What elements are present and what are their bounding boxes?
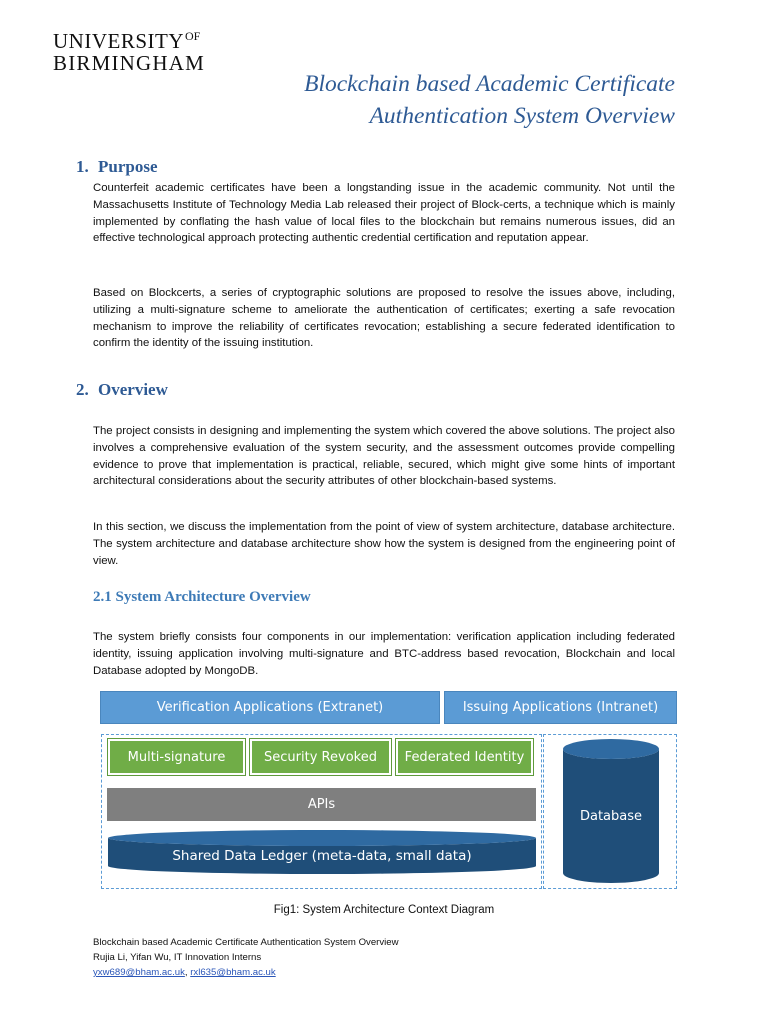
footer-emails [93, 965, 399, 980]
footer [93, 935, 399, 980]
logo-line1: UNIVERSITY [53, 29, 184, 53]
verification-applications-box: Verification Applications (Extranet) [100, 691, 440, 724]
purpose-heading [76, 157, 158, 177]
logo-of: OF [185, 29, 201, 43]
purpose-number: 1. [76, 157, 89, 176]
security-revoked-box: Security Revoked [250, 739, 391, 775]
overview-heading [76, 380, 168, 400]
title-line2: Authentication System Overview [369, 103, 675, 129]
purpose-heading-text: Purpose [98, 157, 158, 176]
logo-line2: BIRMINGHAM [53, 51, 206, 75]
email-link-2[interactable]: rxl635@bham.ac.uk [190, 967, 276, 978]
shared-ledger-label: Shared Data Ledger (meta-data, small data) [172, 848, 472, 864]
overview-paragraph-1: The project consists in designing and implementing the system which covered the above solutions. The project also involves a comprehensive evaluation of the system security, and the assessment outcomes provide compelling evidence to prove that implementation is practical, reliable, secured, which might give some hints of important architectural considerations about the security attributes of other blockchain-based systems. [93, 425, 675, 488]
architecture-paragraph: The system briefly consists four components in our implementation: verification application including federated identity, issuing application involving multi-signature and BTC-address based revocation, Blockchain and local Database adopted by MongoDB. [93, 631, 675, 677]
purpose-paragraph-1: Counterfeit academic certificates have been a longstanding issue in the academic community. Not until the Massachusetts Institute of Technology Media Lab released their project of Block-certs, a technique which is mainly implemented by conflating the hash value of local files to the blockchain but remains numerous issues, did an effective technological approach protecting authentic credential certification and reputation appear. [93, 182, 675, 245]
figure-caption: Fig1: System Architecture Context Diagram [273, 904, 495, 916]
title-line1: Blockchain based Academic Certificate [304, 71, 675, 97]
overview-paragraph-2: In this section, we discuss the implementation from the point of view of system architecture, database architecture. The system architecture and database architecture show how the system is designed from the engineering point of view. [93, 521, 675, 567]
issuing-applications-box: Issuing Applications (Intranet) [444, 691, 677, 724]
email-separator: , [184, 967, 191, 978]
footer-authors: Rujia Li, Yifan Wu, IT Innovation Interns [93, 952, 262, 963]
purpose-paragraph-2: Based on Blockcerts, a series of cryptographic solutions are proposed to resolve the issues above, including, utilizing a multi-signature scheme to ameliorate the authentication of certificates; exerting a safe revocation mechanism to improve the reliability of certificates revocation; establishing a secure federated identification to confirm the identity of the issuing institution. [93, 287, 675, 350]
footer-doc-title: Blockchain based Academic Certificate Authentication System Overview [93, 937, 399, 948]
apis-bar: APIs [107, 788, 536, 821]
overview-number: 2. [76, 380, 89, 399]
federated-identity-box: Federated Identity [396, 739, 533, 775]
database-label: Database [579, 808, 643, 824]
overview-heading-text: Overview [98, 380, 168, 399]
university-logo [53, 30, 205, 74]
architecture-heading: 2.1 System Architecture Overview [93, 589, 311, 605]
document-title [195, 68, 675, 132]
email-link-1[interactable]: yxw689@bham.ac.uk [93, 967, 185, 978]
multi-signature-box: Multi-signature [108, 739, 245, 775]
